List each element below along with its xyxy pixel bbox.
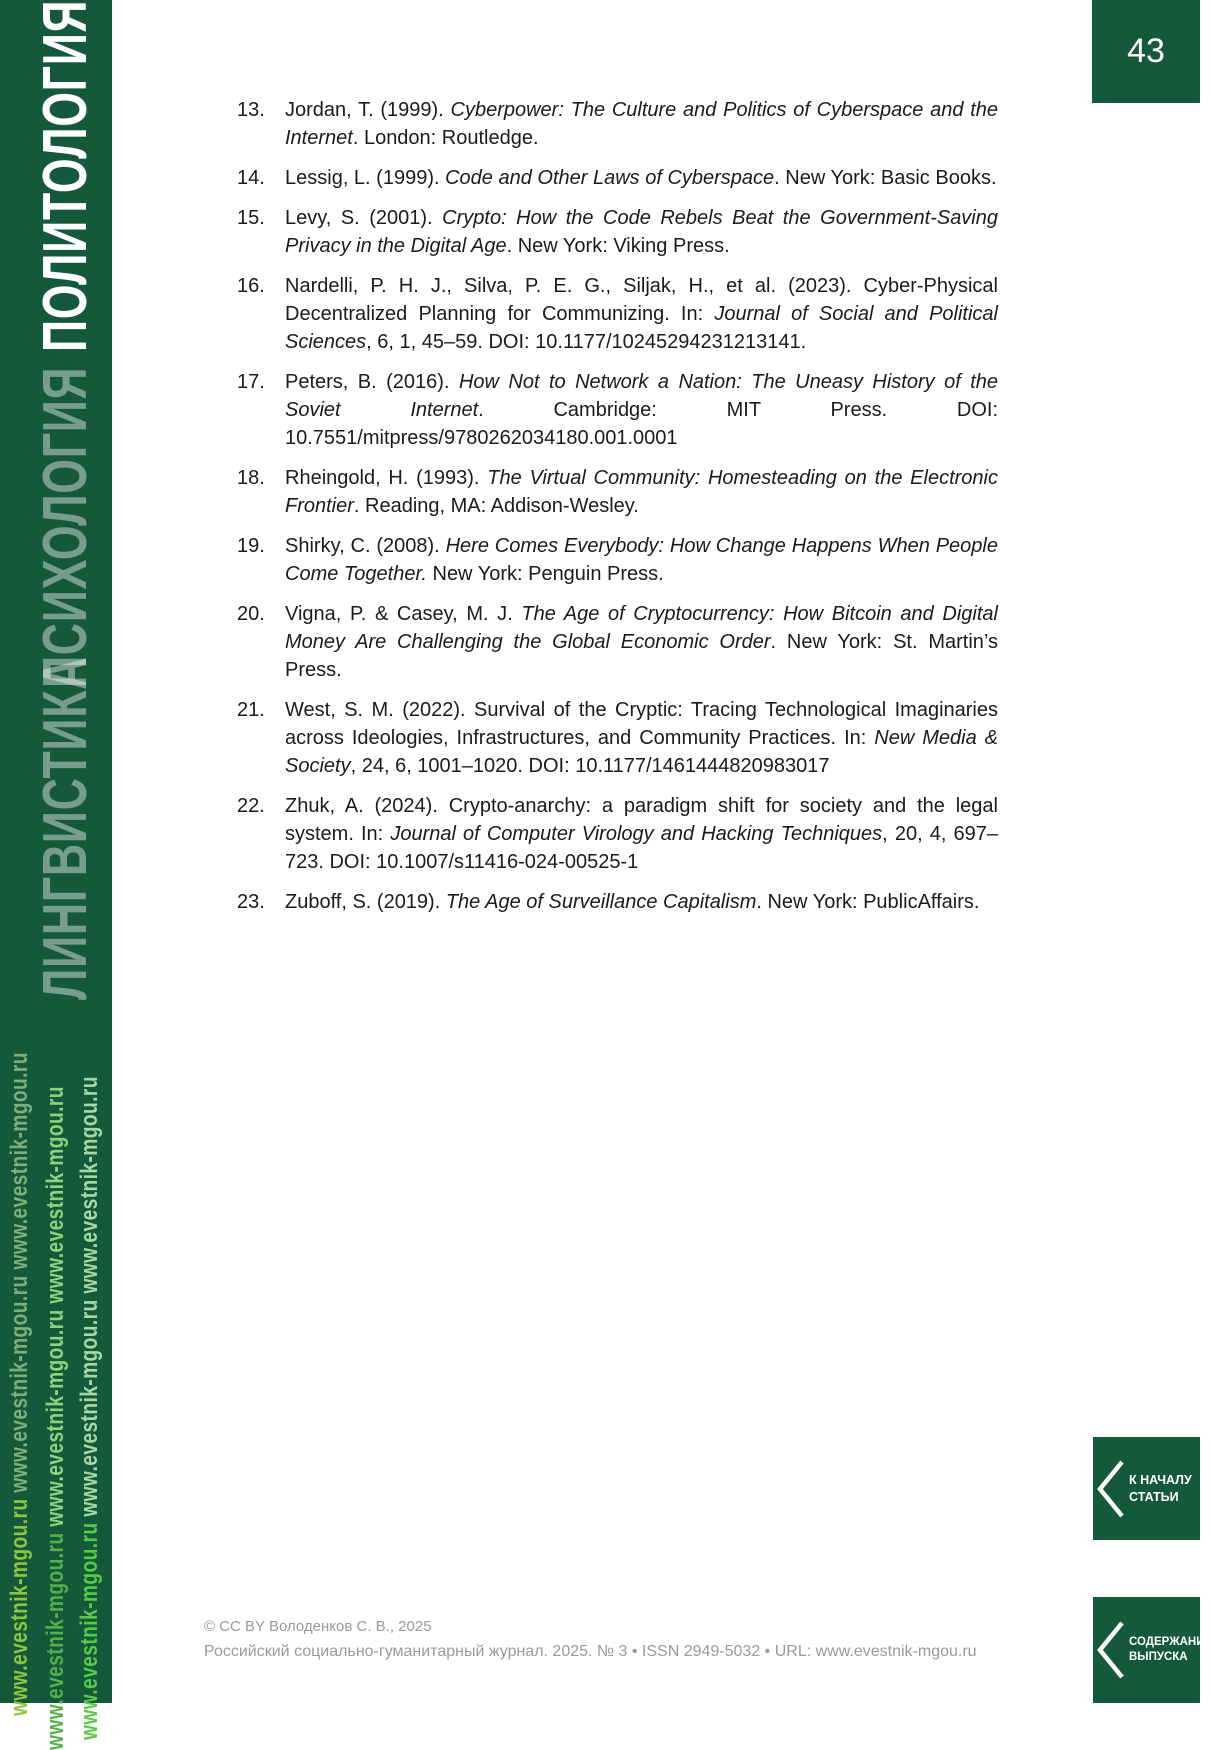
page-number-box — [1092, 0, 1200, 103]
sidebar-url-column — [76, 1076, 104, 1740]
sidebar-url-text: www.evestnik-mgou.ru — [6, 1052, 33, 1270]
reference-item — [237, 792, 998, 876]
reference-text: Zhuk, A. (2024). Crypto-anarchy: a paradigm shift for society and the legal system. In: Journal of Computer Virology and Hacking Techniques, 20, 4, 697–723. DOI: 10.1007/s11416-024-00525-1 — [285, 795, 999, 873]
sidebar-url-text: www.evestnik-mgou.ru — [76, 1293, 103, 1517]
sidebar-url-text: www.evestnik-mgou.ru — [6, 1269, 33, 1493]
copyright-line: © CC BY Володенков С. В., 2025 — [204, 1618, 432, 1635]
reference-number: 17. — [237, 371, 265, 393]
page-footer — [204, 1618, 977, 1661]
to-article-start-button[interactable] — [1093, 1437, 1200, 1540]
reference-text: Nardelli, P. H. J., Silva, P. E. G., Siljak, H., et al. (2023). Cyber-Physical Decentralized Planning for Communizing. In: Journal of Social and Political Sciences, 6, 1, 45–59. DOI: 10.1177/10245294231213141. — [285, 275, 998, 353]
sidebar-url-column — [42, 1086, 70, 1750]
reference-text: Shirky, C. (2008). Here Comes Everybody: How Change Happens When People Come Together. New York: Penguin Press. — [285, 535, 998, 585]
reference-number: 20. — [237, 603, 265, 625]
chevron-left-icon — [1093, 1619, 1129, 1681]
reference-text: Levy, S. (2001). Crypto: How the Code Rebels Beat the Government-Saving Privacy in the Digital Age. New York: Viking Press. — [285, 207, 998, 257]
reference-text: Rheingold, H. (1993). The Virtual Community: Homesteading on the Electronic Frontier. Reading, MA: Addison-Wesley. — [285, 467, 998, 517]
reference-item — [237, 272, 998, 356]
chevron-left-icon — [1093, 1458, 1129, 1520]
sidebar-url-text: www.evestnik-mgou.ru — [76, 1076, 103, 1294]
reference-item — [237, 204, 998, 260]
sidebar-url-text: www.evestnik-mgou.ru — [42, 1526, 69, 1750]
reference-number: 15. — [237, 207, 265, 229]
journal-info-line: Российский социально-гуманитарный журнал. 2025. № 3 • ISSN 2949-5032 • URL: www.evestnik-mgou.ru — [204, 1643, 977, 1660]
sidebar-section-politologiya: ПОЛИТОЛОГИЯ — [31, 0, 100, 352]
reference-item — [237, 888, 998, 916]
reference-item — [237, 600, 998, 684]
reference-number: 14. — [237, 167, 265, 189]
reference-text: West, S. M. (2022). Survival of the Cryptic: Tracing Technological Imaginaries across Ideologies, Infrastructures, and Community Practices. In: New Media & Society, 24, 6, 1001–1020. DOI: 10.1177/1461444820983017 — [285, 699, 998, 777]
reference-number: 16. — [237, 275, 265, 297]
reference-item — [237, 532, 998, 588]
reference-number: 23. — [237, 891, 265, 913]
reference-item — [237, 96, 998, 152]
reference-text: Peters, B. (2016). How Not to Network a Nation: The Uneasy History of the Soviet Internet. Cambridge: MIT Press. DOI: 10.7551/mitpress/9780262034180.001.0001 — [285, 371, 998, 449]
issue-contents-label: СОДЕРЖАНИЕ ВЫПУСКА — [1129, 1636, 1212, 1663]
reference-item — [237, 164, 998, 192]
page-number: 43 — [1127, 32, 1165, 70]
reference-number: 18. — [237, 467, 265, 489]
reference-text: Lessig, L. (1999). Code and Other Laws of Cyberspace. New York: Basic Books. — [285, 167, 997, 189]
issue-contents-button[interactable] — [1093, 1597, 1212, 1703]
references-list — [237, 96, 998, 928]
reference-item — [237, 464, 998, 520]
to-article-start-label: К НАЧАЛУ СТАТЬИ — [1129, 1473, 1192, 1504]
reference-item — [237, 696, 998, 780]
reference-text: Vigna, P. & Casey, M. J. The Age of Cryptocurrency: How Bitcoin and Digital Money Are Challenging the Global Economic Order. New York: St. Martin’s Press. — [285, 603, 998, 681]
reference-text: Zuboff, S. (2019). The Age of Surveillance Capitalism. New York: PublicAffairs. — [285, 891, 980, 913]
reference-item — [237, 368, 998, 452]
sidebar-url-text: www.evestnik-mgou.ru — [76, 1516, 103, 1740]
reference-number: 13. — [237, 99, 265, 121]
sidebar-section-psihologiya: ПСИХОЛОГИЯ — [31, 366, 100, 688]
sidebar-url-column — [6, 1052, 34, 1716]
reference-number: 19. — [237, 535, 265, 557]
reference-number: 21. — [237, 699, 265, 721]
reference-text: Jordan, T. (1999). Cyberpower: The Culture and Politics of Cyberspace and the Internet. London: Routledge. — [285, 99, 998, 149]
sidebar-band — [0, 0, 112, 1750]
sidebar-url-text: www.evestnik-mgou.ru — [42, 1303, 69, 1527]
reference-number: 22. — [237, 795, 265, 817]
sidebar-url-text: www.evestnik-mgou.ru — [6, 1492, 33, 1716]
sidebar-url-text: www.evestnik-mgou.ru — [42, 1086, 69, 1304]
sidebar-section-lingvistika: ЛИНГВИСТИКА — [31, 656, 100, 1000]
